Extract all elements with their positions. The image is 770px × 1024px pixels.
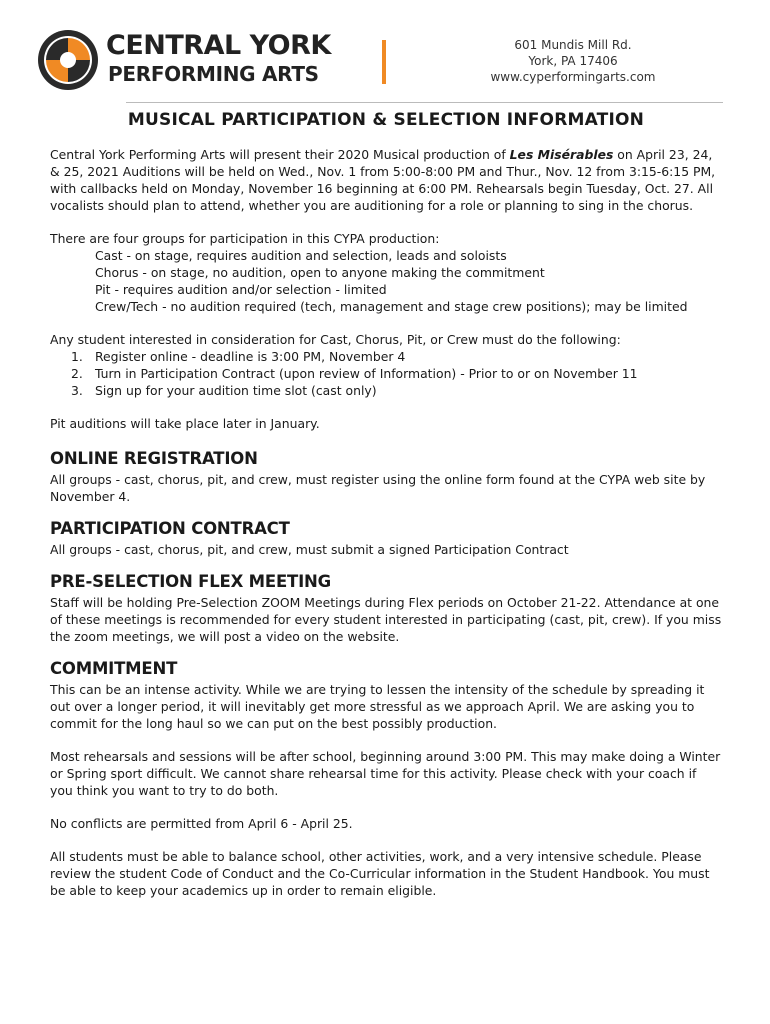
section-text: Staff will be holding Pre-Selection ZOOM Meetings during Flex periods on October 21-22. Attendance at one of these meetings is recommended for every student interested in participating (cast, pit, crew). If you miss the zoom meetings, we will post a video on the website.: [50, 595, 722, 644]
steps-lead: Any student interested in consideration for Cast, Chorus, Pit, or Crew must do the following:: [50, 332, 621, 347]
steps-block: [50, 331, 722, 399]
commitment-paragraph-4: All students must be able to balance school, other activities, work, and a very intensive schedule. Please review the student Code of Conduct and the Co-Curricular information in the Student Handbook. You must be able to keep your academics up in order to remain eligible.: [50, 849, 710, 898]
step-item: [71, 365, 722, 382]
section-commitment: [50, 659, 722, 899]
header-divider-bar: [382, 40, 386, 84]
camera-aperture-logo-icon: [36, 28, 100, 92]
step-number: 2.: [71, 366, 83, 381]
groups-lead: There are four groups for participation in this CYPA production:: [50, 231, 440, 246]
step-text: Register online - deadline is 3:00 PM, November 4: [95, 349, 406, 364]
page-title: MUSICAL PARTICIPATION & SELECTION INFORMATION: [127, 110, 645, 130]
commitment-paragraph-1: This can be an intense activity. While we are trying to lessen the intensity of the schedule by spreading it out over a longer period, it will inevitably get more stressful as we approach April. We are asking you to commit for the long haul so we can put on the best possibly production.: [50, 682, 705, 731]
groups-block: [50, 230, 722, 315]
address-website: www.cyperformingarts.com: [490, 70, 656, 84]
commitment-paragraph-2: Most rehearsals and sessions will be after school, beginning around 3:00 PM. This may make doing a Winter or Spring sport difficult. We cannot share rehearsal time for this activity. Please check with your coach if you think you want to try to do both.: [50, 749, 721, 798]
section-heading: PARTICIPATION CONTRACT: [50, 519, 290, 538]
section-participation-contract: [50, 519, 722, 558]
show-title: Les Misérables: [509, 147, 614, 162]
group-item-cast: Cast - on stage, requires audition and selection, leads and soloists: [95, 248, 507, 263]
commitment-paragraph-3: No conflicts are permitted from April 6 - April 25.: [50, 816, 353, 831]
group-item-chorus: Chorus - on stage, no audition, open to anyone making the commitment: [95, 265, 545, 280]
section-text: All groups - cast, chorus, pit, and crew, must register using the online form found at the CYPA web site by November 4.: [50, 472, 706, 504]
intro-text-start: Central York Performing Arts will present their 2020 Musical production of: [50, 147, 510, 162]
group-item-crew: Crew/Tech - no audition required (tech, management and stage crew positions); may be limited: [95, 299, 688, 314]
address-block: [478, 37, 668, 85]
step-text: Sign up for your audition time slot (cast only): [95, 383, 377, 398]
intro-text-end: on April 23, 24, & 25, 2021 Auditions will be held on Wed., Nov. 1 from 5:00-8:00 PM and Thur., Nov. 12 from 3:15-6:15 PM, with callbacks held on Monday, November 16 beginning at 6:00 PM. Rehearsals begin Tuesday, Oct. 27. All vocalists should plan to attend, whether you are auditioning for a role or planning to sing in the chorus.: [50, 147, 716, 213]
section-heading: COMMITMENT: [50, 659, 178, 678]
pit-note: Pit auditions will take place later in January.: [50, 416, 320, 431]
step-number: 3.: [71, 383, 83, 398]
step-item: [71, 382, 722, 399]
section-online-registration: [50, 449, 722, 505]
logo-text-line1: CENTRAL YORK: [106, 30, 331, 61]
header-rule: [126, 102, 723, 103]
logo-text-line2: PERFORMING ARTS: [108, 62, 319, 86]
step-item: [71, 348, 722, 365]
step-text: Turn in Participation Contract (upon review of Information) - Prior to or on November 11: [95, 366, 638, 381]
section-flex-meeting: [50, 572, 722, 645]
section-heading: PRE-SELECTION FLEX MEETING: [50, 572, 331, 591]
cypa-logo: [36, 28, 396, 98]
document-body: [50, 112, 722, 913]
address-city: York, PA 17406: [528, 54, 618, 68]
section-text: All groups - cast, chorus, pit, and crew, must submit a signed Participation Contract: [50, 542, 569, 557]
steps-list: [50, 348, 722, 399]
section-heading: ONLINE REGISTRATION: [50, 449, 258, 468]
step-number: 1.: [71, 349, 83, 364]
address-street: 601 Mundis Mill Rd.: [514, 38, 632, 52]
intro-paragraph: [50, 146, 722, 214]
group-item-pit: Pit - requires audition and/or selection - limited: [95, 282, 387, 297]
